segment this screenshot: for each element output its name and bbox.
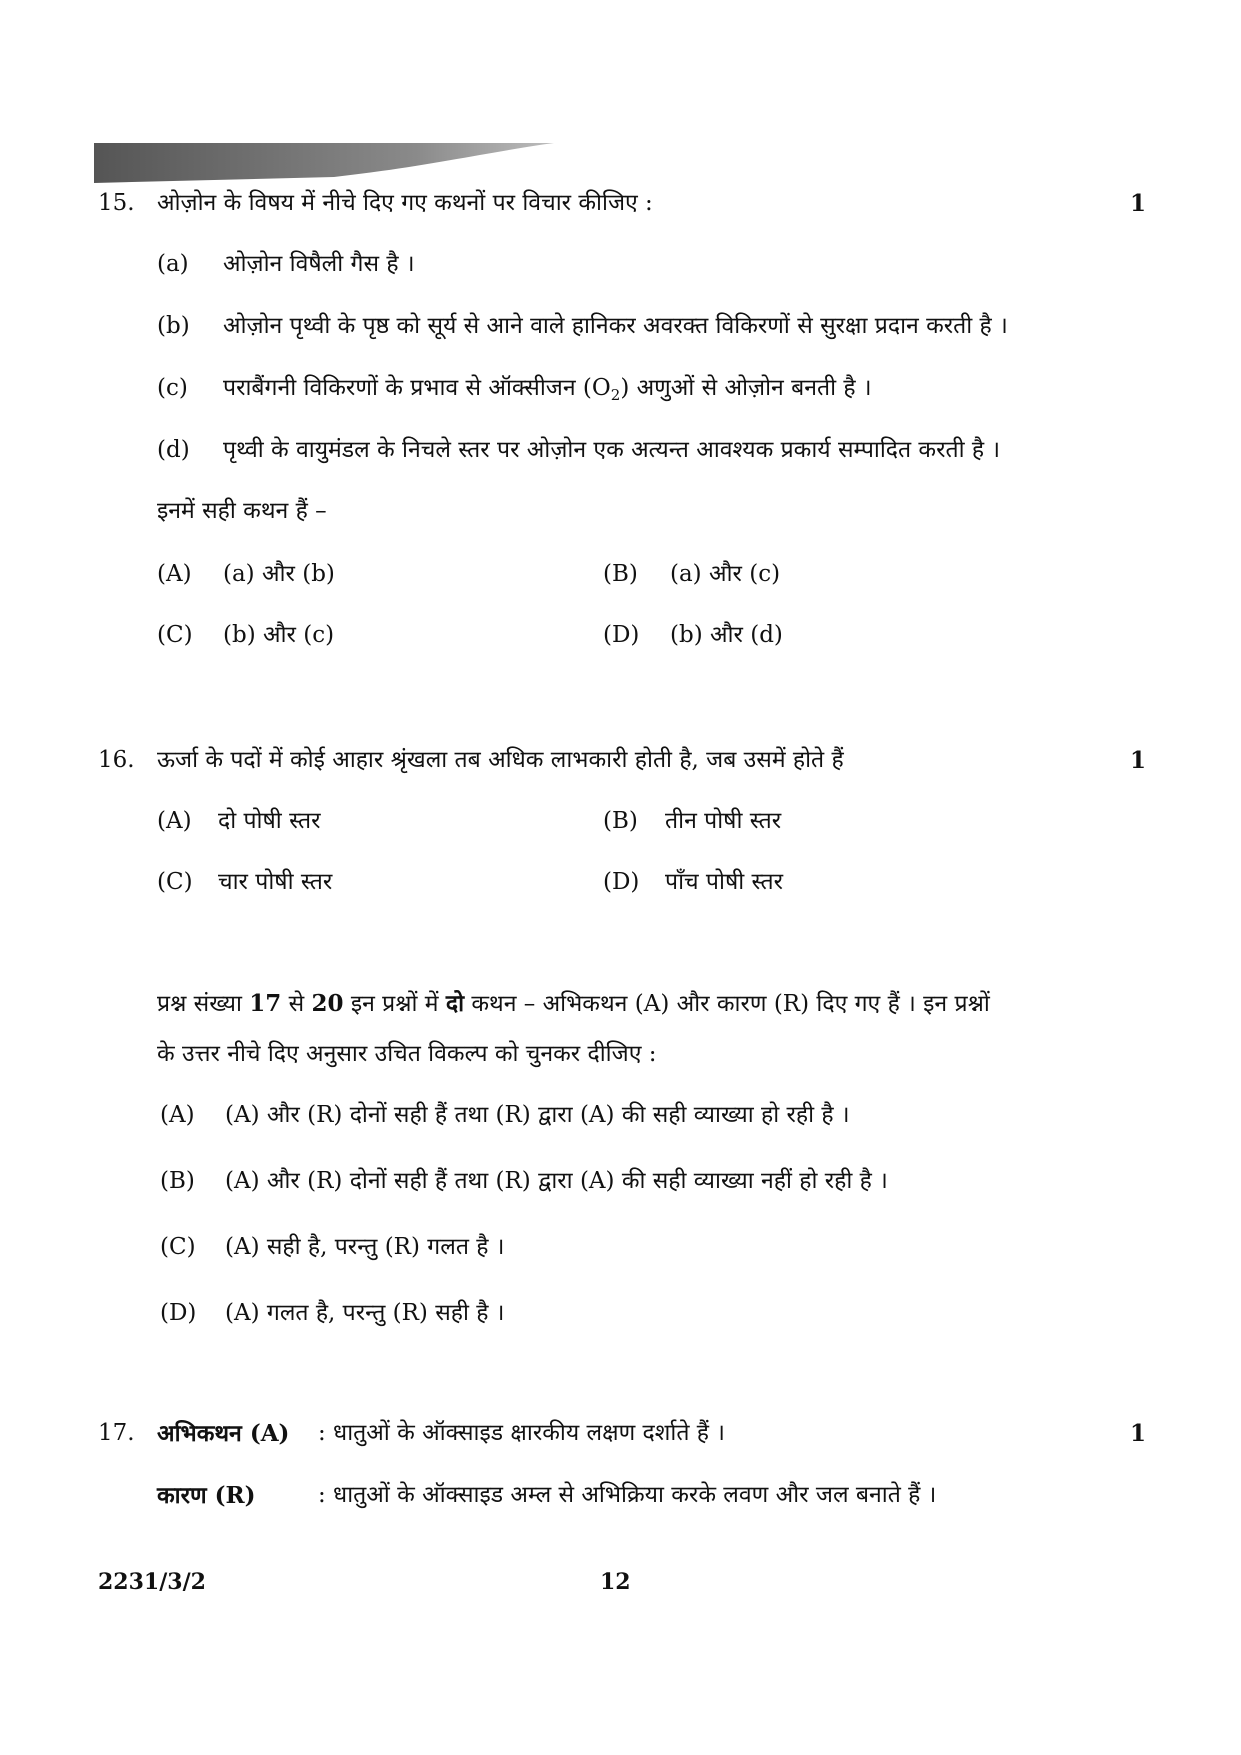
option-label: (B) (603, 808, 638, 834)
question-marks: 1 (1130, 747, 1147, 774)
option-text: (a) और (b) (223, 561, 335, 587)
assertion-label: अभिकथन (A) (157, 1420, 290, 1447)
statement-text: ओज़ोन पृथ्वी के पृष्ठ को सूर्य से आने वाले हानिकर अवरक्त विकिरणों से सुरक्षा प्रदान करती है । (223, 313, 1008, 339)
question-number: 15. (98, 190, 135, 216)
question-marks: 1 (1130, 190, 1147, 217)
paper-code: 2231/3/2 (98, 1569, 206, 1595)
page-number: 12 (600, 1569, 631, 1595)
option-text: पाँच पोषी स्तर (665, 869, 783, 895)
statement-label: (c) (157, 375, 188, 401)
statement-label: (a) (157, 251, 189, 277)
question-number: 16. (98, 747, 135, 773)
statement-text: पराबैंगनी विकिरणों के प्रभाव से ऑक्सीजन $(O_2)$ अणुओं से ओज़ोन बनती है । (223, 375, 872, 404)
option-label: (A) (157, 561, 192, 587)
option-label: (B) (603, 561, 638, 587)
option-label: (D) (603, 622, 640, 648)
question-text: ओज़ोन के विषय में नीचे दिए गए कथनों पर विचार कीजिए : (157, 190, 653, 216)
option-text: चार पोषी स्तर (218, 869, 333, 895)
instructions-line-1: प्रश्न संख्या 17 से 20 इन प्रश्नों में दो कथन – अभिकथन (A) और कारण (R) दिए गए हैं । इन प्रश्नों (157, 990, 990, 1017)
reason-text: : धातुओं के ऑक्साइड अम्ल से अभिक्रिया करके लवण और जल बनाते हैं । (318, 1482, 937, 1508)
statement-label: (d) (157, 437, 190, 463)
option-label: (D) (160, 1300, 197, 1326)
option-label: (D) (603, 869, 640, 895)
option-text: (A) और (R) दोनों सही हैं तथा (R) द्वारा (A) की सही व्याख्या हो रही है । (225, 1102, 850, 1128)
header-decoration-bar (94, 143, 554, 183)
statement-text: पृथ्वी के वायुमंडल के निचले स्तर पर ओज़ोन एक अत्यन्त आवश्यक प्रकार्य सम्पादित करती है । (223, 437, 1001, 463)
option-text: (b) और (c) (223, 622, 335, 648)
subscript: 2 (610, 386, 621, 404)
statement-label: (b) (157, 313, 190, 339)
option-text: (A) सही है, परन्तु (R) गलत है । (225, 1234, 505, 1260)
option-text: (a) और (c) (670, 561, 781, 587)
option-text: (A) गलत है, परन्तु (R) सही है । (225, 1300, 505, 1326)
option-text: (b) और (d) (670, 622, 783, 648)
option-label: (A) (157, 808, 192, 834)
option-label: (C) (157, 869, 193, 895)
option-text: तीन पोषी स्तर (665, 808, 782, 834)
question-text: ऊर्जा के पदों में कोई आहार श्रृंखला तब अधिक लाभकारी होती है, जब उसमें होते हैं (157, 747, 844, 773)
assertion-text: : धातुओं के ऑक्साइड क्षारकीय लक्षण दर्शाते हैं । (318, 1420, 726, 1446)
question-prompt: इनमें सही कथन हैं – (157, 498, 327, 524)
option-label: (C) (160, 1234, 196, 1260)
option-text: दो पोषी स्तर (218, 808, 321, 834)
option-text: (A) और (R) दोनों सही हैं तथा (R) द्वारा (A) की सही व्याख्या नहीं हो रही है । (225, 1168, 888, 1194)
question-number: 17. (98, 1420, 135, 1446)
statement-text: ओज़ोन विषैली गैस है । (223, 251, 415, 277)
option-label: (C) (157, 622, 193, 648)
instructions-line-2: के उत्तर नीचे दिए अनुसार उचित विकल्प को चुनकर दीजिए : (157, 1041, 657, 1067)
reason-label: कारण (R) (157, 1482, 256, 1509)
question-marks: 1 (1130, 1420, 1147, 1447)
option-label: (A) (160, 1102, 195, 1128)
option-label: (B) (160, 1168, 195, 1194)
